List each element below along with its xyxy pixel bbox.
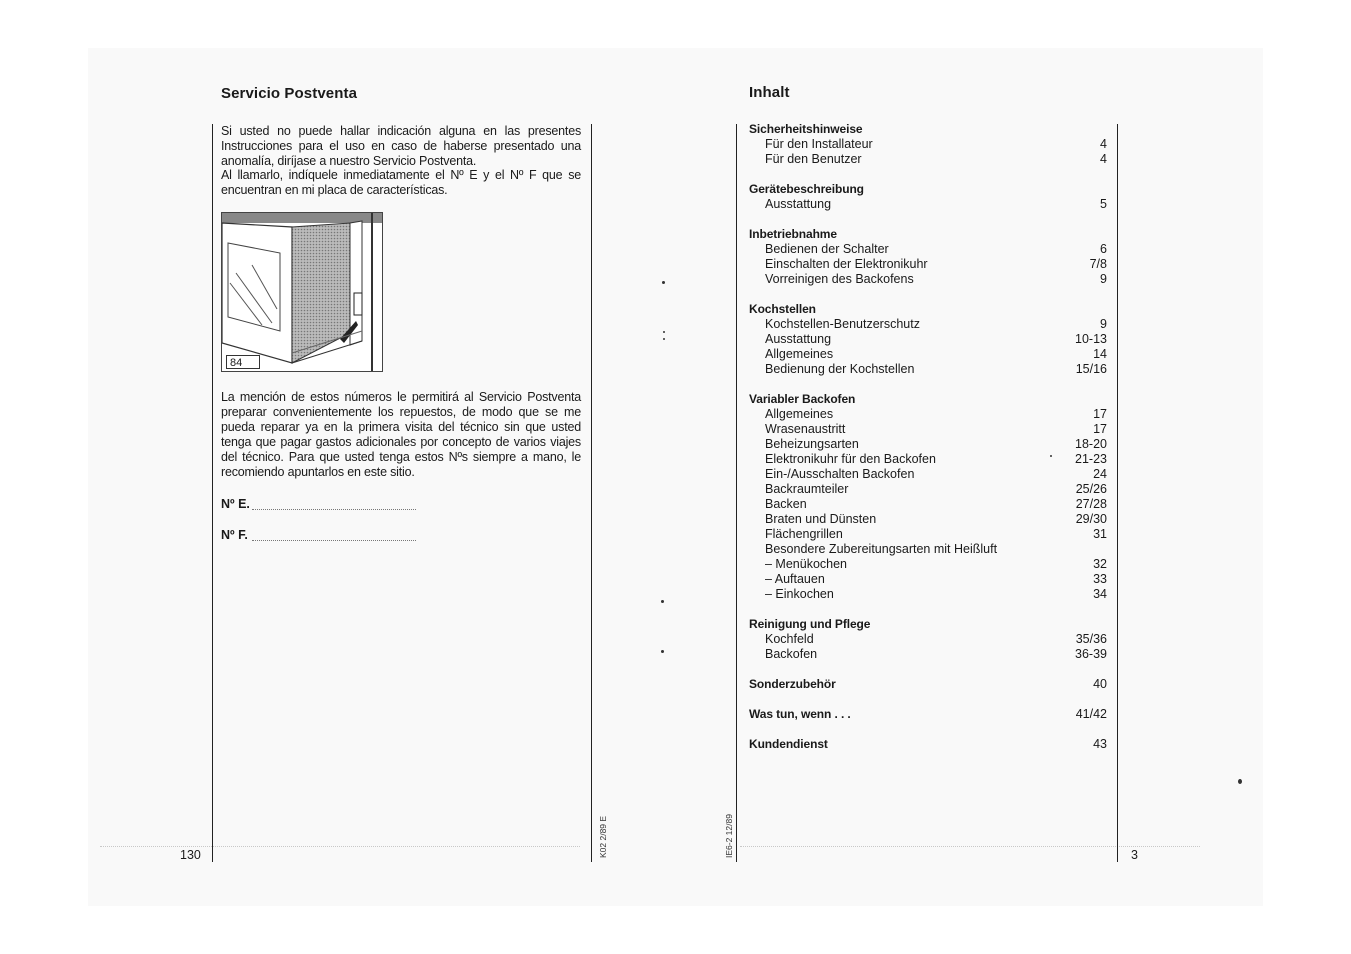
- field-f-label: Nº F.: [221, 528, 248, 542]
- toc-entry-page: 5: [1100, 197, 1107, 211]
- toc-entry-label[interactable]: Ausstattung: [765, 332, 832, 346]
- field-f-line[interactable]: [252, 540, 416, 541]
- toc-section-heading[interactable]: Gerätebeschreibung: [749, 182, 864, 196]
- intro-paragraph: Si usted no puede hallar indicación alguna en las presentes Instrucciones para el uso en caso de haberse presentado una anomalía, diríjase a nuestro Servicio Postventa.: [221, 124, 581, 168]
- toc-entry-page: 4: [1100, 137, 1107, 151]
- toc-entry-label[interactable]: Ausstattung: [765, 197, 832, 211]
- right-page-number: 3: [1131, 848, 1138, 862]
- toc-entry-label[interactable]: Vorreinigen des Backofens: [765, 272, 914, 286]
- toc-entry-label[interactable]: – Auftauen: [765, 572, 825, 586]
- toc-section-page: 43: [1093, 737, 1107, 751]
- toc-entry-label[interactable]: Flächengrillen: [765, 527, 843, 541]
- toc-entry-page: 36-39: [1075, 647, 1107, 661]
- left-margin-rule: [212, 124, 213, 862]
- toc-section-heading[interactable]: Sicherheitshinweise: [749, 122, 863, 136]
- scan-speck: [663, 338, 665, 340]
- toc-entry-page: 34: [1093, 587, 1107, 601]
- toc-entry-label[interactable]: Kochstellen-Benutzerschutz: [765, 317, 920, 331]
- toc-entry-label[interactable]: Allgemeines: [765, 347, 834, 361]
- field-e-line[interactable]: [252, 509, 416, 510]
- explanation-paragraph: La mención de estos números le permitirá al Servicio Postventa preparar convenientemente los repuestos, de modo que se me pueda reparar ya en la primera visita del técnico sin que usted tenga que pagar gastos adicionales por concepto de varios viajes del técnico. Para que usted tenga estos Nºs siempre a mano, le recomiendo apuntarlos en este sitio.: [221, 390, 581, 479]
- toc-entry-label[interactable]: Elektronikuhr für den Backofen: [765, 452, 936, 466]
- toc-entry-page: 4: [1100, 152, 1107, 166]
- right-page-title: Inhalt: [749, 84, 790, 101]
- toc-entry-label[interactable]: Für den Benutzer: [765, 152, 862, 166]
- toc-section-heading[interactable]: Sonderzubehör: [749, 677, 836, 691]
- toc-entry-page: 17: [1093, 422, 1107, 436]
- toc-section-heading[interactable]: Kundendienst: [749, 737, 828, 751]
- left-page-number: 130: [180, 848, 201, 862]
- scan-speck: [663, 331, 665, 333]
- toc-entry-page: 15/16: [1075, 362, 1107, 376]
- left-center-rule: [591, 124, 592, 862]
- toc-entry-page: 6: [1100, 242, 1107, 256]
- toc-entry-page: 31: [1093, 527, 1107, 541]
- figure-number: 84: [226, 355, 260, 369]
- right-margin-rule: [736, 124, 737, 862]
- left-footer-code: K02 2/89 E: [598, 815, 608, 858]
- toc-entry-label[interactable]: Wrasenaustritt: [765, 422, 846, 436]
- scan-artifact-line: [100, 846, 580, 847]
- scan-speck: [1050, 455, 1052, 457]
- right-outer-rule: [1117, 124, 1118, 862]
- toc-entry-label[interactable]: Bedienung der Kochstellen: [765, 362, 915, 376]
- toc-section-page: 40: [1093, 677, 1107, 691]
- toc-entry-label[interactable]: Braten und Dünsten: [765, 512, 877, 526]
- toc-section-heading[interactable]: Reinigung und Pflege: [749, 617, 871, 631]
- call-paragraph: Al llamarlo, indíquele inmediatamente el Nº E y el Nº F que se encuentran en mi placa de características.: [221, 168, 581, 197]
- toc-entry-page: 18-20: [1075, 437, 1107, 451]
- toc-section-heading[interactable]: Inbetriebnahme: [749, 227, 837, 241]
- toc-entry-page: 10-13: [1075, 332, 1107, 346]
- scan-artifact-line: [740, 846, 1200, 847]
- toc-section-heading[interactable]: Variabler Backofen: [749, 392, 856, 406]
- toc-entry-label[interactable]: Allgemeines: [765, 407, 834, 421]
- toc-entry-label[interactable]: Besondere Zubereitungsarten mit Heißluft: [765, 542, 998, 556]
- toc-entry-page: 27/28: [1075, 497, 1107, 511]
- toc-entry-label[interactable]: Bedienen der Schalter: [765, 242, 889, 256]
- toc-entry-page: 9: [1100, 317, 1107, 331]
- toc-entry-page: 25/26: [1075, 482, 1107, 496]
- scan-speck: [1238, 779, 1242, 784]
- toc-entry-label[interactable]: – Einkochen: [765, 587, 834, 601]
- field-e-label: Nº E.: [221, 497, 250, 511]
- toc-entry-label[interactable]: Backen: [765, 497, 807, 511]
- toc-section-page: 41/42: [1075, 707, 1107, 721]
- toc-entry-label[interactable]: Für den Installateur: [765, 137, 873, 151]
- toc-entry-label[interactable]: Backofen: [765, 647, 818, 661]
- left-page-title: Servicio Postventa: [221, 85, 358, 102]
- right-footer-code: IE6-2 12/89: [724, 814, 734, 858]
- toc-entry-page: 17: [1093, 407, 1107, 421]
- toc-entry-page: 24: [1093, 467, 1107, 481]
- scan-speck: [661, 600, 664, 603]
- toc-entry-label[interactable]: Kochfeld: [765, 632, 814, 646]
- oven-door-figure: [221, 212, 383, 372]
- toc-entry-page: 29/30: [1075, 512, 1107, 526]
- toc-entry-label[interactable]: Ein-/Ausschalten Backofen: [765, 467, 915, 481]
- toc-section-heading[interactable]: Kochstellen: [749, 302, 816, 316]
- toc-entry-page: 7/8: [1089, 257, 1107, 271]
- toc-entry-label[interactable]: Beheizungsarten: [765, 437, 859, 451]
- toc-entry-page: 32: [1093, 557, 1107, 571]
- toc-entry-label[interactable]: Einschalten der Elektronikuhr: [765, 257, 928, 271]
- toc-entry-page: 14: [1093, 347, 1107, 361]
- scan-speck: [662, 281, 665, 284]
- toc-entry-label[interactable]: Backraumteiler: [765, 482, 849, 496]
- toc-entry-page: 9: [1100, 272, 1107, 286]
- oven-door-illustration: [222, 213, 382, 371]
- toc-entry-label[interactable]: – Menükochen: [765, 557, 848, 571]
- scan-speck: [661, 650, 664, 653]
- toc-entry-page: 35/36: [1075, 632, 1107, 646]
- toc-entry-page: 33: [1093, 572, 1107, 586]
- toc-entry-page: 21-23: [1075, 452, 1107, 466]
- toc-section-heading[interactable]: Was tun, wenn . . .: [749, 707, 851, 721]
